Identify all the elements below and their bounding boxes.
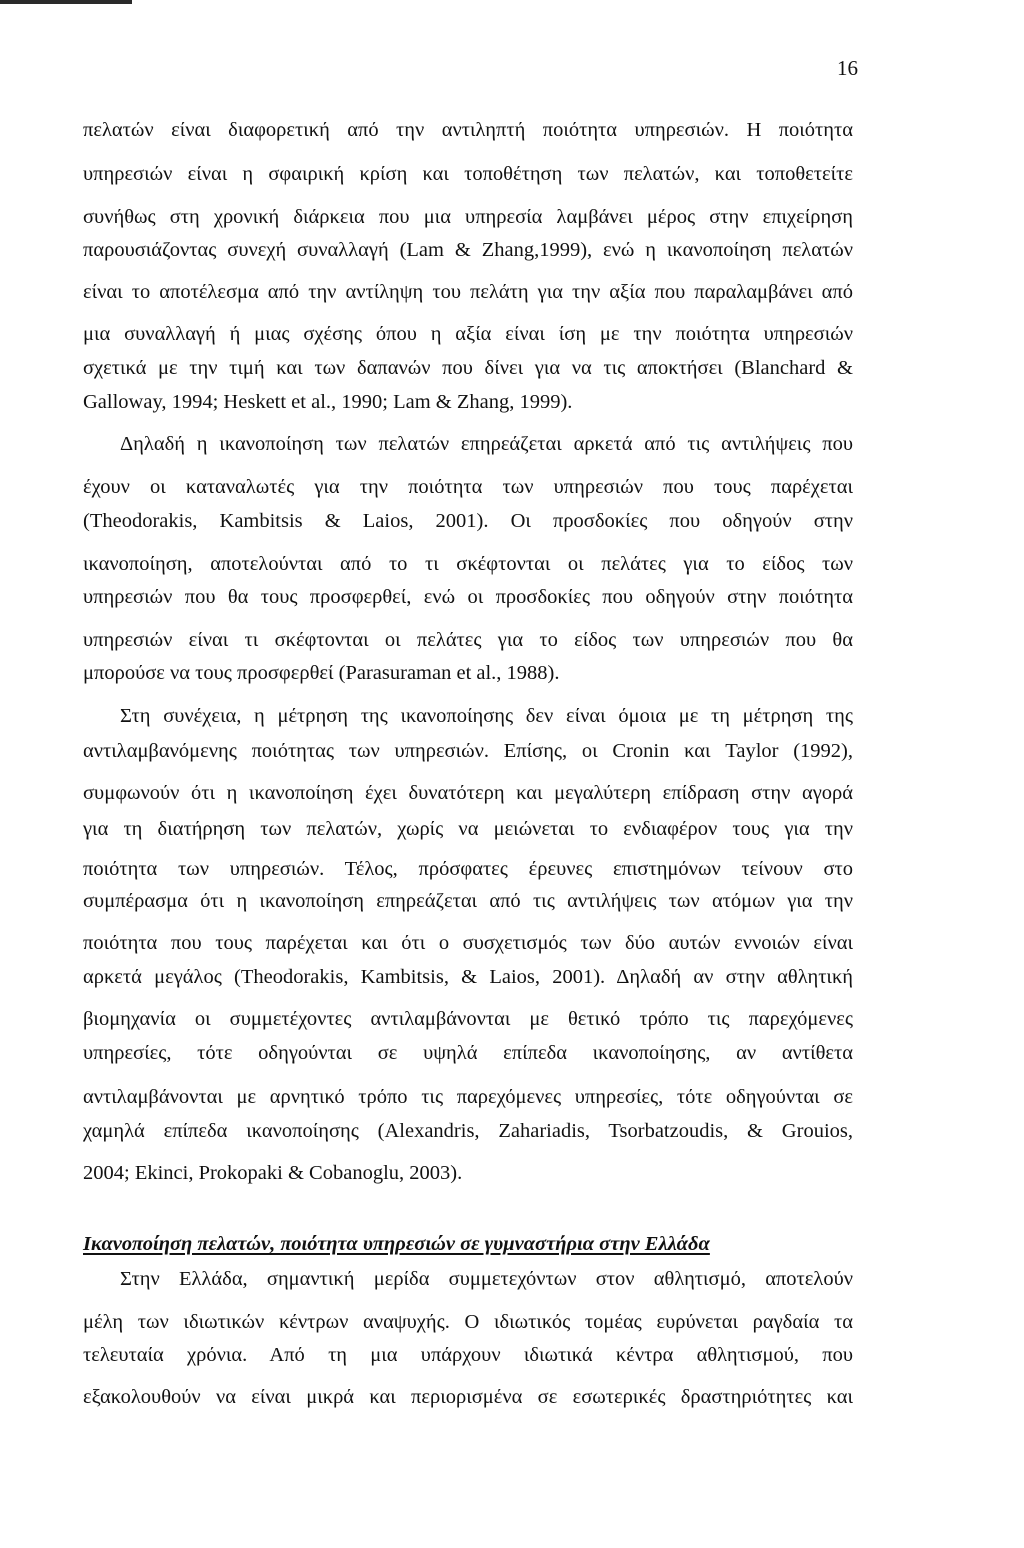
section-paragraph-line: τελευταία χρόνια. Από τη μια υπάρχουν ιδιωτικά κέντρα αθλητισμού, που <box>83 1344 853 1366</box>
paragraph-3-line: χαμηλά επίπεδα ικανοποίησης (Alexandris, Zahariadis, Tsorbatzoudis, & Grouios, <box>83 1120 853 1142</box>
paragraph-1-line: συνήθως στη χρονική διάρκεια που μια υπηρεσία λαμβάνει μέρος στην επιχείρηση <box>83 206 853 228</box>
section-paragraph-line: Στην Ελλάδα, σημαντική μερίδα συμμετεχόντων στον αθλητισμό, αποτελούν <box>120 1268 853 1290</box>
paragraph-1-line: σχετικά με την τιμή και των δαπανών που δίνει για να τις αποκτήσει (Blanchard & <box>83 357 853 379</box>
paragraph-3-line: 2004; Ekinci, Prokopaki & Cobanoglu, 2003). <box>83 1162 463 1184</box>
paragraph-3-line: ποιότητα που τους παρέχεται και ότι ο συσχετισμός των δύο αυτών εννοιών είναι <box>83 932 853 954</box>
paragraph-2-line: υπηρεσιών που θα τους προσφερθεί, ενώ οι προσδοκίες που οδηγούν στην ποιότητα <box>83 586 853 608</box>
paragraph-3-line: για τη διατήρηση των πελατών, χωρίς να μειώνεται το ενδιαφέρον τους για την <box>83 818 853 840</box>
paragraph-3-line: βιομηχανία οι συμμετέχοντες αντιλαμβάνονται με θετικό τρόπο τις παρεχόμενες <box>83 1008 853 1030</box>
paragraph-3-line: ποιότητα των υπηρεσιών. Τέλος, πρόσφατες έρευνες επιστημόνων τείνουν στο <box>83 858 853 880</box>
paragraph-3-line: υπηρεσίες, τότε οδηγούνται σε υψηλά επίπεδα ικανοποίησης, αν αντίθετα <box>83 1042 853 1064</box>
page-number: 16 <box>837 56 858 80</box>
section-paragraph-line: μέλη των ιδιωτικών κέντρων αναψυχής. Ο ιδιωτικός τομέας ευρύνεται ραγδαία τα <box>83 1311 853 1333</box>
paragraph-3-line: αντιλαμβάνονται με αρνητικό τρόπο τις παρεχόμενες υπηρεσίες, τότε οδηγούνται σε <box>83 1086 853 1108</box>
paragraph-2-line: μπορούσε να τους προσφερθεί (Parasuraman et al., 1988). <box>83 662 560 684</box>
section-paragraph-line: εξακολουθούν να είναι μικρά και περιορισμένα σε εσωτερικές δραστηριότητες και <box>83 1386 853 1408</box>
paragraph-2-line: έχουν οι καταναλωτές για την ποιότητα των υπηρεσιών που τους παρέχεται <box>83 476 853 498</box>
paragraph-1-line: παρουσιάζοντας συνεχή συναλλαγή (Lam & Zhang,1999), ενώ η ικανοποίηση πελατών <box>83 239 853 261</box>
paragraph-1-line: Galloway, 1994; Heskett et al., 1990; Lam & Zhang, 1999). <box>83 391 573 413</box>
paragraph-1-line: υπηρεσιών είναι η σφαιρική κρίση και τοποθέτηση των πελατών, και τοποθετείτε <box>83 163 853 185</box>
paragraph-3-line: αρκετά μεγάλος (Theodorakis, Kambitsis, & Laios, 2001). Δηλαδή αν στην αθλητική <box>83 966 853 988</box>
paragraph-3-line: συμφωνούν ότι η ικανοποίηση έχει δυνατότερη και μεγαλύτερη επίδραση στην αγορά <box>83 782 853 804</box>
paragraph-3-line: Στη συνέχεια, η μέτρηση της ικανοποίησης δεν είναι όμοια με τη μέτρηση της <box>120 705 853 727</box>
paragraph-1-line: πελατών είναι διαφορετική από την αντιληπτή ποιότητα υπηρεσιών. Η ποιότητα <box>83 119 853 141</box>
paragraph-2-line: (Theodorakis, Kambitsis & Laios, 2001). Οι προσδοκίες που οδηγούν στην <box>83 510 853 532</box>
paragraph-3-line: συμπέρασμα ότι η ικανοποίηση επηρεάζεται από τις αντιλήψεις των ατόμων για την <box>83 890 853 912</box>
paragraph-1-line: είναι το αποτέλεσμα από την αντίληψη του πελάτη για την αξία που παραλαμβάνει από <box>83 281 853 303</box>
section-heading: Ικανοποίηση πελατών, ποιότητα υπηρεσιών σε γυμναστήρια στην Ελλάδα <box>83 1233 710 1255</box>
paragraph-2-line: ικανοποίηση, αποτελούνται από το τι σκέφτονται οι πελάτες για το είδος των <box>83 553 853 575</box>
paragraph-2-line: Δηλαδή η ικανοποίηση των πελατών επηρεάζεται αρκετά από τις αντιλήψεις που <box>120 433 853 455</box>
paragraph-1-line: μια συναλλαγή ή μιας σχέσης όπου η αξία είναι ίση με την ποιότητα υπηρεσιών <box>83 323 853 345</box>
paragraph-3-line: αντιλαμβανόμενης ποιότητας των υπηρεσιών. Επίσης, οι Cronin και Taylor (1992), <box>83 740 853 762</box>
paragraph-2-line: υπηρεσιών είναι τι σκέφτονται οι πελάτες για το είδος των υπηρεσιών που θα <box>83 629 853 651</box>
